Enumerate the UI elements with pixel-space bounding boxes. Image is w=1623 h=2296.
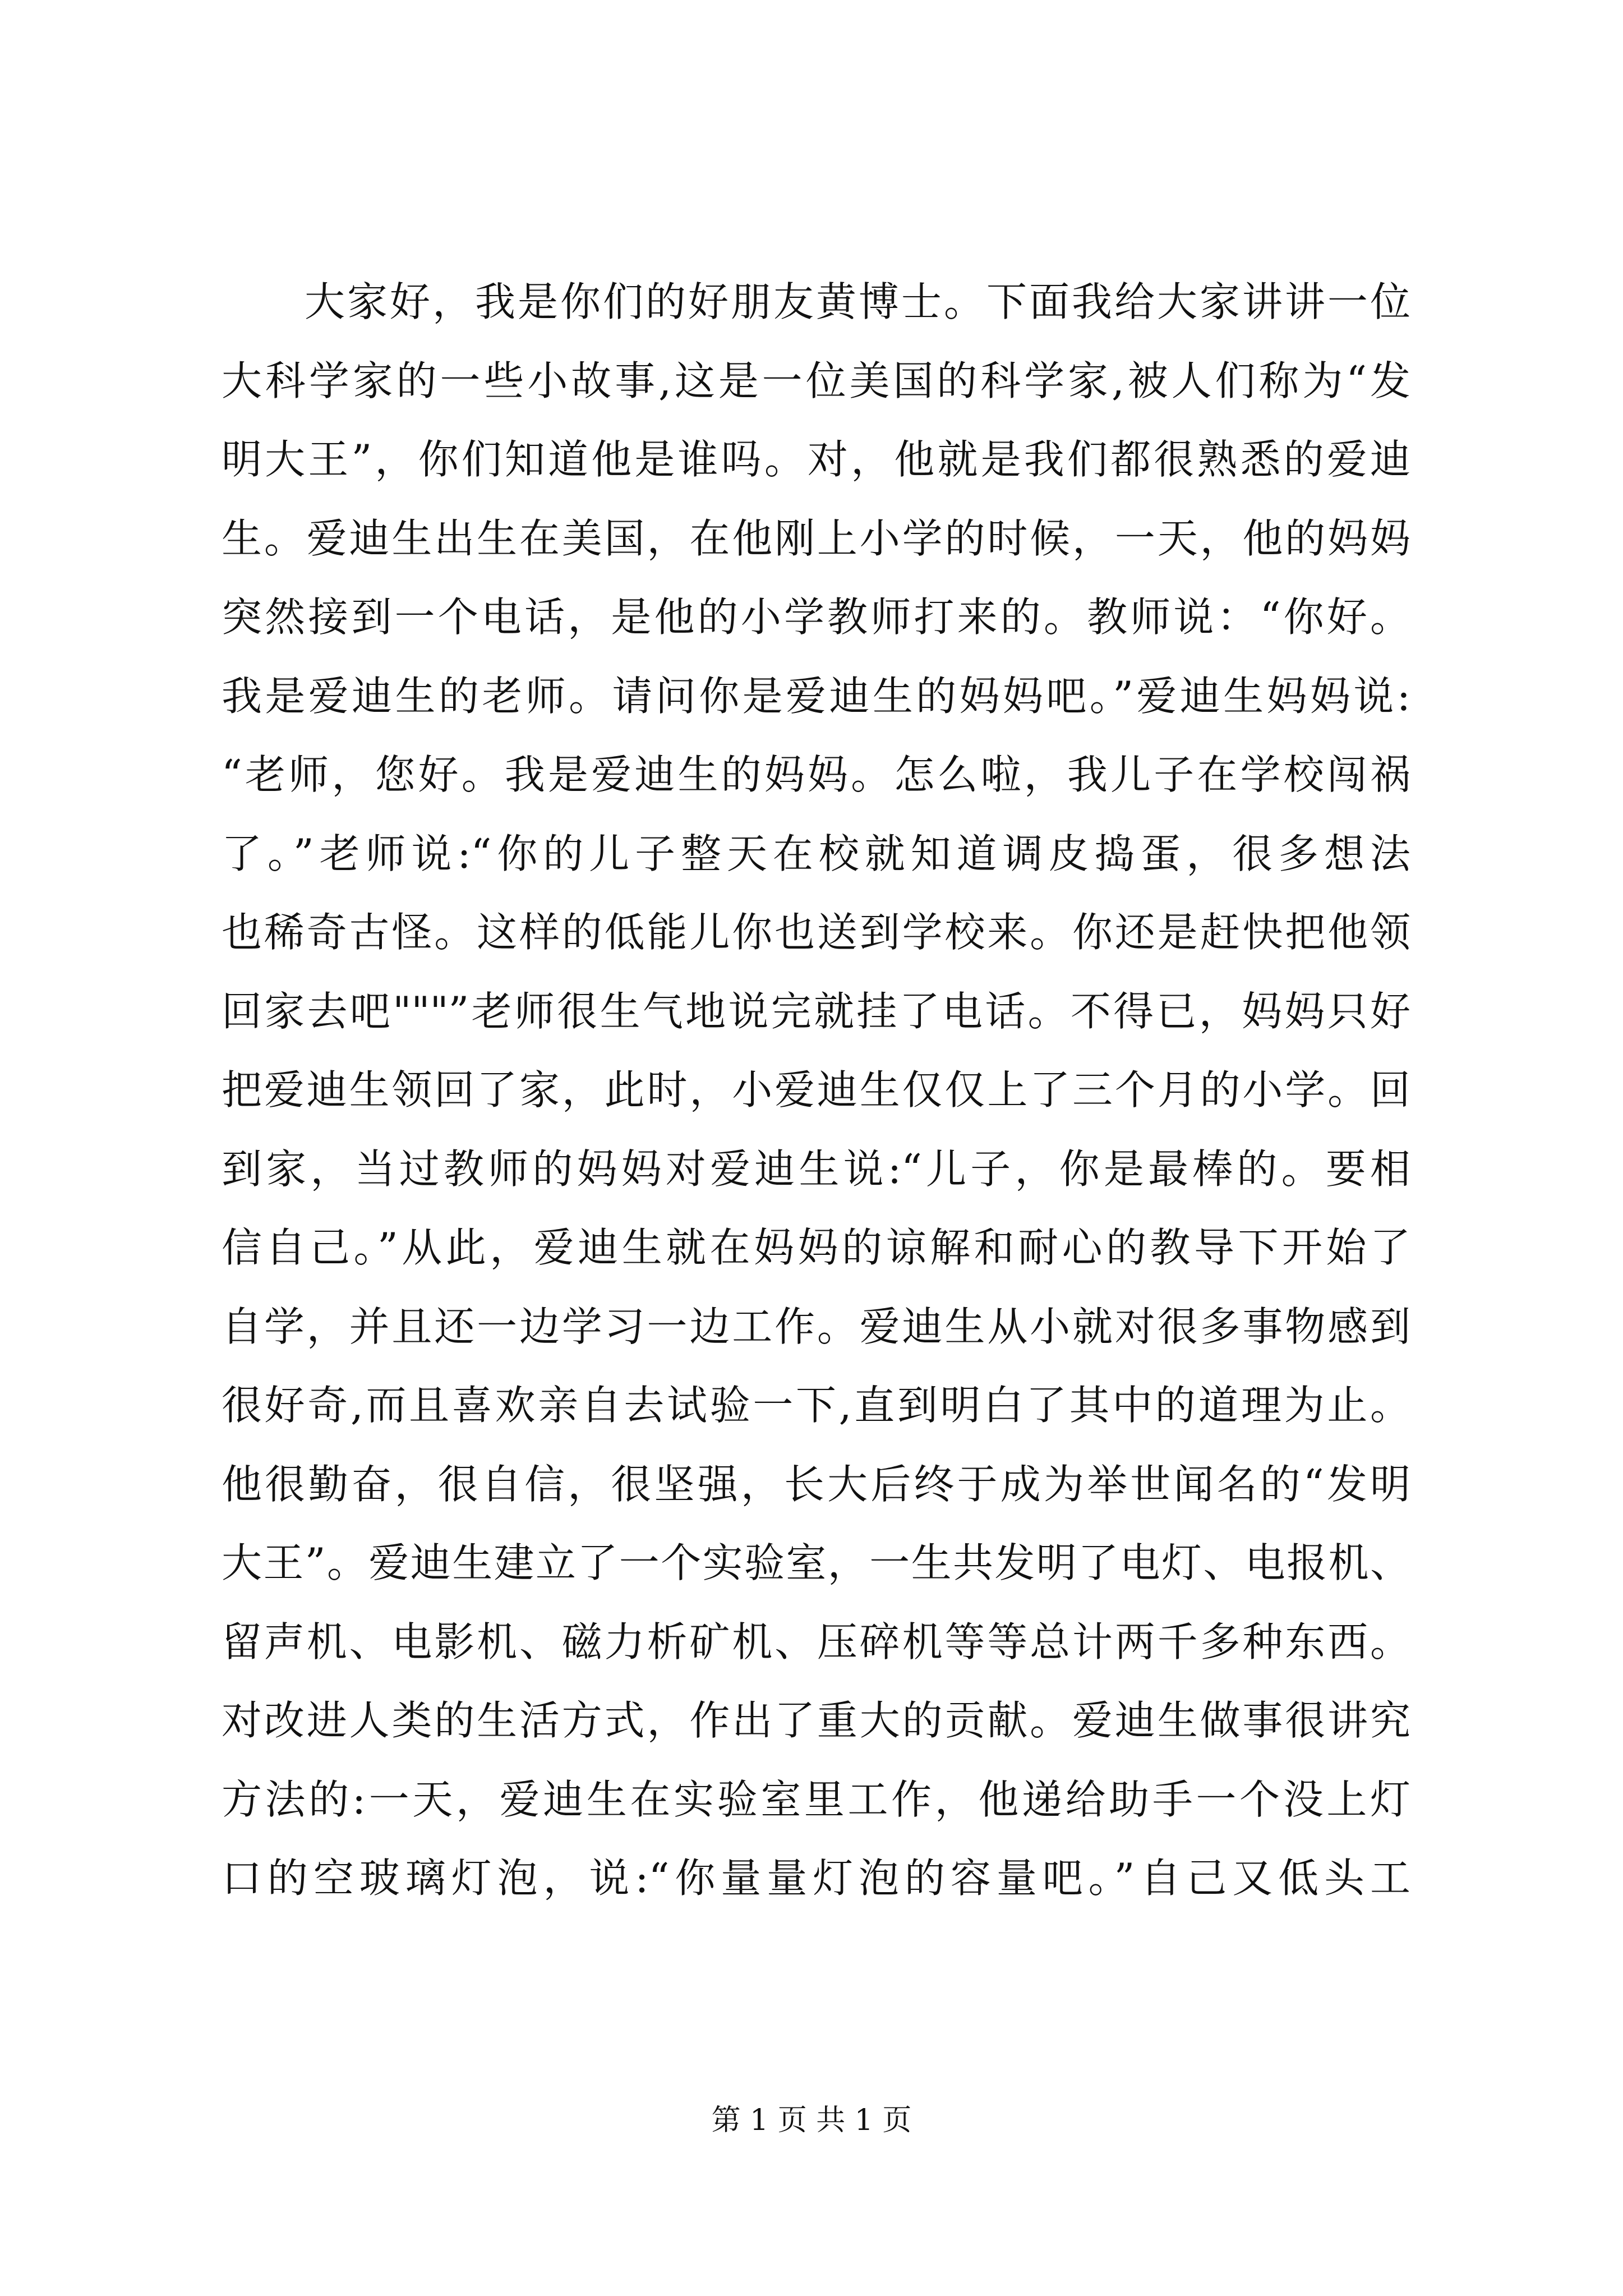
text-line: 大王”。爱迪生建立了一个实验室，一生共发明了电灯、电报机、	[222, 1539, 1410, 1586]
body-paragraph	[222, 263, 1410, 1918]
text-line: 把爱迪生领回了家，此时，小爱迪生仅仅上了三个月的小学。回	[222, 1066, 1410, 1114]
text-line: 了。”老师说:“你的儿子整天在校就知道调皮捣蛋，很多想法	[222, 830, 1410, 877]
text-line: 突然接到一个电话，是他的小学教师打来的。教师说：“你好。	[222, 593, 1410, 641]
page-footer: 第 1 页 共 1 页	[711, 2104, 912, 2137]
text-line: 信自己。”从此，爱迪生就在妈妈的谅解和耐心的教导下开始了	[222, 1224, 1410, 1271]
text-line: 到家，当过教师的妈妈对爱迪生说:“儿子，你是最棒的。要相	[222, 1145, 1410, 1193]
text-line: 大家好，我是你们的好朋友黄博士。下面我给大家讲讲一位	[305, 278, 1410, 325]
text-line: 回家去吧"""”老师很生气地说完就挂了电话。不得已，妈妈只好	[222, 987, 1410, 1035]
text-line: 口的空玻璃灯泡，说:“你量量灯泡的容量吧。”自己又低头工	[222, 1855, 1410, 1902]
text-line: 生。爱迪生出生在美国，在他刚上小学的时候，一天，他的妈妈	[222, 514, 1410, 562]
text-line: 留声机、电影机、磁力析矿机、压碎机等等总计两千多种东西。	[222, 1618, 1410, 1665]
text-line: 方法的:一天，爱迪生在实验室里工作，他递给助手一个没上灯	[222, 1775, 1410, 1823]
text-line: 他很勤奋，很自信，很坚强，长大后终于成为举世闻名的“发明	[222, 1460, 1410, 1508]
text-line: 对改进人类的生活方式，作出了重大的贡献。爱迪生做事很讲究	[222, 1697, 1410, 1744]
text-line: 很好奇,而且喜欢亲自去试验一下,直到明白了其中的道理为止。	[222, 1382, 1410, 1429]
text-line: “老师，您好。我是爱迪生的妈妈。怎么啦，我儿子在学校闯祸	[222, 751, 1410, 798]
text-line: 明大王”，你们知道他是谁吗。对，他就是我们都很熟悉的爱迪	[222, 436, 1410, 483]
text-line: 我是爱迪生的老师。请问你是爱迪生的妈妈吧。”爱迪生妈妈说:	[222, 672, 1410, 720]
text-line: 也稀奇古怪。这样的低能儿你也送到学校来。你还是赶快把他领	[222, 909, 1410, 956]
text-line: 大科学家的一些小故事,这是一位美国的科学家,被人们称为“发	[222, 357, 1410, 404]
text-line: 自学，并且还一边学习一边工作。爱迪生从小就对很多事物感到	[222, 1303, 1410, 1350]
